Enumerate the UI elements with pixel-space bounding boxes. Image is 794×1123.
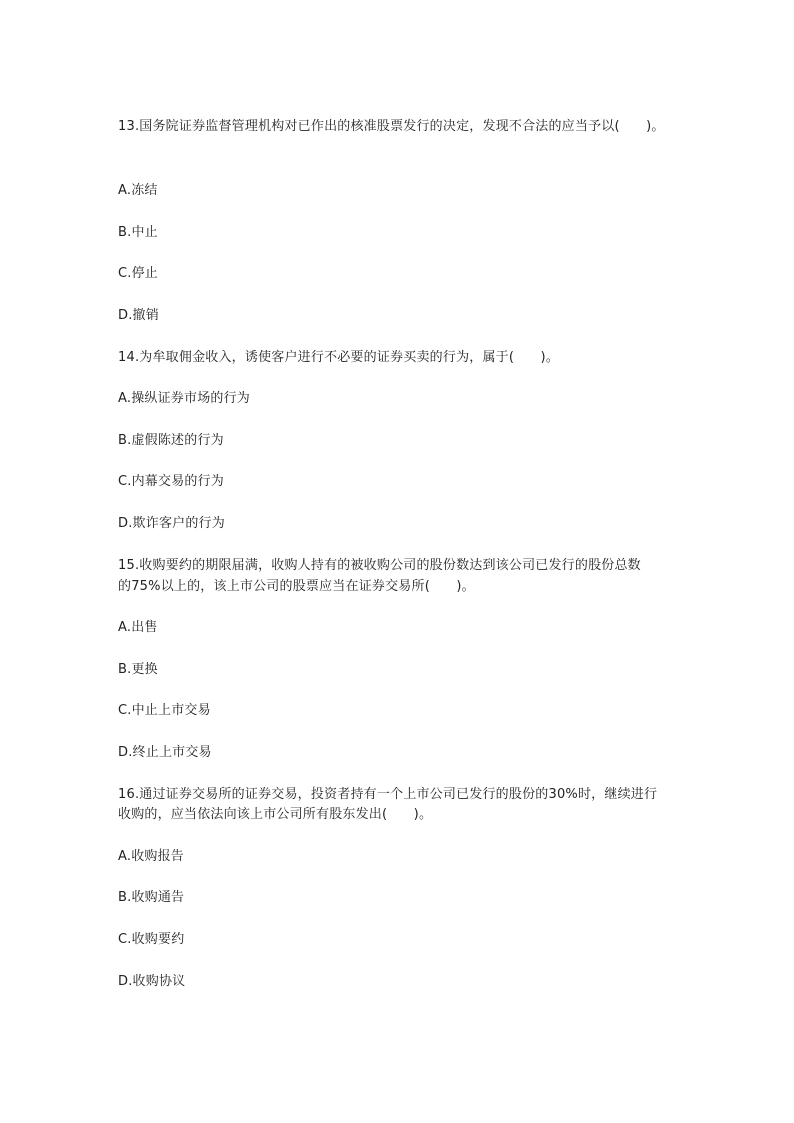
question-16-stem-line-2: 收购的，应当依法向该上市公司所有股东发出( )。 bbox=[118, 807, 433, 822]
question-13-option-d: D.撤销 bbox=[118, 308, 159, 323]
question-15-stem-line-2: 的75%以上的，该上市公司的股票应当在证券交易所( )。 bbox=[118, 579, 475, 594]
question-15-option-b: B.更换 bbox=[118, 662, 158, 677]
question-13-stem: 13.国务院证券监督管理机构对已作出的核准股票发行的决定，发现不合法的应当予以( )。 bbox=[118, 119, 665, 134]
question-14-stem: 14.为牟取佣金收入，诱使客户进行不必要的证券买卖的行为，属于( )。 bbox=[118, 350, 560, 365]
question-14-option-d: D.欺诈客户的行为 bbox=[118, 516, 225, 531]
question-15-stem-line-1: 15.收购要约的期限届满，收购人持有的被收购公司的股份数达到该公司已发行的股份总数 bbox=[118, 558, 641, 573]
question-14-option-a: A.操纵证券市场的行为 bbox=[118, 391, 250, 406]
question-15-option-d: D.终止上市交易 bbox=[118, 745, 212, 760]
question-13-option-a: A.冻结 bbox=[118, 183, 158, 198]
question-16-option-c: C.收购要约 bbox=[118, 932, 185, 947]
question-15-option-a: A.出售 bbox=[118, 620, 158, 635]
question-15-option-c: C.中止上市交易 bbox=[118, 703, 211, 718]
question-16-option-a: A.收购报告 bbox=[118, 849, 184, 864]
question-14-option-c: C.内幕交易的行为 bbox=[118, 474, 225, 489]
question-14-option-b: B.虚假陈述的行为 bbox=[118, 433, 224, 448]
question-16-option-b: B.收购通告 bbox=[118, 890, 185, 905]
question-16-option-d: D.收购协议 bbox=[118, 974, 186, 989]
question-16-stem-line-1: 16.通过证券交易所的证券交易，投资者持有一个上市公司已发行的股份的30%时，继续进行 bbox=[118, 787, 658, 802]
question-13-option-b: B.中止 bbox=[118, 225, 158, 240]
question-13-option-c: C.停止 bbox=[118, 266, 159, 281]
